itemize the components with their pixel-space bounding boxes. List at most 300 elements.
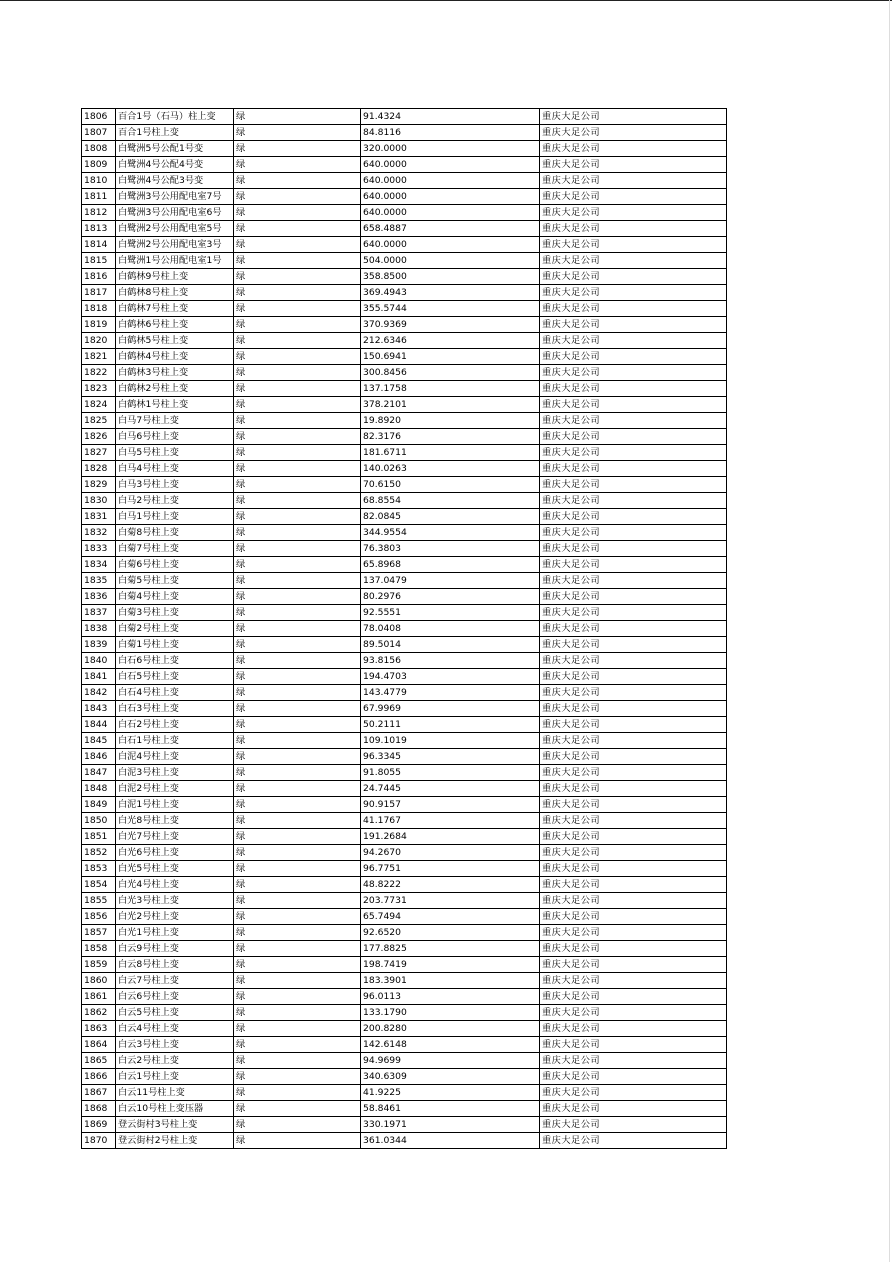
company-cell: 重庆大足公司 [540, 1005, 727, 1021]
row-number-cell: 1826 [82, 429, 116, 445]
status-color-cell: 绿 [234, 925, 361, 941]
value-cell: 320.0000 [361, 141, 540, 157]
status-color-cell: 绿 [234, 253, 361, 269]
company-cell: 重庆大足公司 [540, 413, 727, 429]
table-row [82, 701, 727, 717]
table-row [82, 1085, 727, 1101]
value-cell: 640.0000 [361, 205, 540, 221]
transformer-name-cell: 白石3号柱上变 [116, 701, 234, 717]
value-cell: 94.9699 [361, 1053, 540, 1069]
row-number-cell: 1817 [82, 285, 116, 301]
transformer-name-cell: 白光4号柱上变 [116, 877, 234, 893]
row-number-cell: 1859 [82, 957, 116, 973]
transformer-name-cell: 白马7号柱上变 [116, 413, 234, 429]
value-cell: 191.2684 [361, 829, 540, 845]
row-number-cell: 1854 [82, 877, 116, 893]
company-cell: 重庆大足公司 [540, 1133, 727, 1149]
value-cell: 78.0408 [361, 621, 540, 637]
company-cell: 重庆大足公司 [540, 845, 727, 861]
company-cell: 重庆大足公司 [540, 941, 727, 957]
transformer-name-cell: 白云11号柱上变 [116, 1085, 234, 1101]
value-cell: 92.6520 [361, 925, 540, 941]
value-cell: 143.4779 [361, 685, 540, 701]
value-cell: 76.3803 [361, 541, 540, 557]
transformer-name-cell: 白泥3号柱上变 [116, 765, 234, 781]
company-cell: 重庆大足公司 [540, 989, 727, 1005]
transformer-name-cell: 白云9号柱上变 [116, 941, 234, 957]
table-row [82, 813, 727, 829]
transformer-name-cell: 白菊4号柱上变 [116, 589, 234, 605]
row-number-cell: 1823 [82, 381, 116, 397]
row-number-cell: 1838 [82, 621, 116, 637]
row-number-cell: 1833 [82, 541, 116, 557]
table-row [82, 877, 727, 893]
value-cell: 96.7751 [361, 861, 540, 877]
status-color-cell: 绿 [234, 957, 361, 973]
row-number-cell: 1839 [82, 637, 116, 653]
row-number-cell: 1821 [82, 349, 116, 365]
table-row [82, 317, 727, 333]
table-row [82, 333, 727, 349]
company-cell: 重庆大足公司 [540, 797, 727, 813]
row-number-cell: 1808 [82, 141, 116, 157]
status-color-cell: 绿 [234, 445, 361, 461]
row-number-cell: 1830 [82, 493, 116, 509]
transformer-name-cell: 白马2号柱上变 [116, 493, 234, 509]
transformer-name-cell: 白云4号柱上变 [116, 1021, 234, 1037]
value-cell: 340.6309 [361, 1069, 540, 1085]
value-cell: 82.0845 [361, 509, 540, 525]
row-number-cell: 1834 [82, 557, 116, 573]
value-cell: 177.8825 [361, 941, 540, 957]
value-cell: 89.5014 [361, 637, 540, 653]
row-number-cell: 1832 [82, 525, 116, 541]
value-cell: 640.0000 [361, 237, 540, 253]
value-cell: 378.2101 [361, 397, 540, 413]
value-cell: 140.0263 [361, 461, 540, 477]
status-color-cell: 绿 [234, 269, 361, 285]
transformer-name-cell: 白鹤林2号柱上变 [116, 381, 234, 397]
transformer-name-cell: 白石5号柱上变 [116, 669, 234, 685]
status-color-cell: 绿 [234, 637, 361, 653]
transformer-name-cell: 白马1号柱上变 [116, 509, 234, 525]
row-number-cell: 1831 [82, 509, 116, 525]
table-row [82, 173, 727, 189]
status-color-cell: 绿 [234, 781, 361, 797]
table-row [82, 573, 727, 589]
table-row [82, 205, 727, 221]
company-cell: 重庆大足公司 [540, 669, 727, 685]
table-row [82, 989, 727, 1005]
transformer-name-cell: 白石6号柱上变 [116, 653, 234, 669]
row-number-cell: 1815 [82, 253, 116, 269]
company-cell: 重庆大足公司 [540, 317, 727, 333]
company-cell: 重庆大足公司 [540, 1069, 727, 1085]
table-row [82, 461, 727, 477]
company-cell: 重庆大足公司 [540, 269, 727, 285]
company-cell: 重庆大足公司 [540, 397, 727, 413]
transformer-name-cell: 白光5号柱上变 [116, 861, 234, 877]
table-row [82, 781, 727, 797]
company-cell: 重庆大足公司 [540, 301, 727, 317]
value-cell: 355.5744 [361, 301, 540, 317]
value-cell: 198.7419 [361, 957, 540, 973]
status-color-cell: 绿 [234, 1037, 361, 1053]
value-cell: 200.8280 [361, 1021, 540, 1037]
transformer-name-cell: 白云8号柱上变 [116, 957, 234, 973]
status-color-cell: 绿 [234, 157, 361, 173]
value-cell: 41.1767 [361, 813, 540, 829]
row-number-cell: 1816 [82, 269, 116, 285]
status-color-cell: 绿 [234, 845, 361, 861]
status-color-cell: 绿 [234, 621, 361, 637]
table-row [82, 237, 727, 253]
status-color-cell: 绿 [234, 349, 361, 365]
company-cell: 重庆大足公司 [540, 829, 727, 845]
transformer-name-cell: 白菊2号柱上变 [116, 621, 234, 637]
value-cell: 91.8055 [361, 765, 540, 781]
status-color-cell: 绿 [234, 733, 361, 749]
value-cell: 369.4943 [361, 285, 540, 301]
status-color-cell: 绿 [234, 461, 361, 477]
company-cell: 重庆大足公司 [540, 925, 727, 941]
transformer-name-cell: 白泥4号柱上变 [116, 749, 234, 765]
company-cell: 重庆大足公司 [540, 1101, 727, 1117]
status-color-cell: 绿 [234, 141, 361, 157]
company-cell: 重庆大足公司 [540, 861, 727, 877]
value-cell: 150.6941 [361, 349, 540, 365]
company-cell: 重庆大足公司 [540, 525, 727, 541]
table-row [82, 141, 727, 157]
transformer-name-cell: 白鹭洲2号公用配电室3号 [116, 237, 234, 253]
transformer-name-cell: 白泥1号柱上变 [116, 797, 234, 813]
status-color-cell: 绿 [234, 893, 361, 909]
table-row [82, 269, 727, 285]
row-number-cell: 1858 [82, 941, 116, 957]
row-number-cell: 1811 [82, 189, 116, 205]
row-number-cell: 1841 [82, 669, 116, 685]
transformer-name-cell: 白石2号柱上变 [116, 717, 234, 733]
status-color-cell: 绿 [234, 125, 361, 141]
status-color-cell: 绿 [234, 221, 361, 237]
transformer-name-cell: 白马5号柱上变 [116, 445, 234, 461]
table-row [82, 109, 727, 125]
transformer-name-cell: 白鹭洲4号公配3号变 [116, 173, 234, 189]
status-color-cell: 绿 [234, 1101, 361, 1117]
row-number-cell: 1810 [82, 173, 116, 189]
table-row [82, 1133, 727, 1149]
row-number-cell: 1850 [82, 813, 116, 829]
status-color-cell: 绿 [234, 589, 361, 605]
status-color-cell: 绿 [234, 189, 361, 205]
status-color-cell: 绿 [234, 797, 361, 813]
company-cell: 重庆大足公司 [540, 253, 727, 269]
company-cell: 重庆大足公司 [540, 1021, 727, 1037]
company-cell: 重庆大足公司 [540, 109, 727, 125]
status-color-cell: 绿 [234, 477, 361, 493]
company-cell: 重庆大足公司 [540, 477, 727, 493]
table-row [82, 253, 727, 269]
transformer-name-cell: 白马6号柱上变 [116, 429, 234, 445]
table-row [82, 493, 727, 509]
row-number-cell: 1870 [82, 1133, 116, 1149]
value-cell: 58.8461 [361, 1101, 540, 1117]
table-row [82, 125, 727, 141]
status-color-cell: 绿 [234, 237, 361, 253]
company-cell: 重庆大足公司 [540, 589, 727, 605]
row-number-cell: 1846 [82, 749, 116, 765]
row-number-cell: 1857 [82, 925, 116, 941]
company-cell: 重庆大足公司 [540, 237, 727, 253]
table-row [82, 765, 727, 781]
status-color-cell: 绿 [234, 557, 361, 573]
transformer-name-cell: 白鹭洲4号公配4号变 [116, 157, 234, 173]
table-row [82, 525, 727, 541]
table-row [82, 301, 727, 317]
transformer-name-cell: 白鹭洲5号公配1号变 [116, 141, 234, 157]
row-number-cell: 1847 [82, 765, 116, 781]
value-cell: 19.8920 [361, 413, 540, 429]
row-number-cell: 1863 [82, 1021, 116, 1037]
transformer-name-cell: 白马4号柱上变 [116, 461, 234, 477]
value-cell: 94.2670 [361, 845, 540, 861]
status-color-cell: 绿 [234, 301, 361, 317]
status-color-cell: 绿 [234, 317, 361, 333]
company-cell: 重庆大足公司 [540, 381, 727, 397]
status-color-cell: 绿 [234, 205, 361, 221]
table-row [82, 941, 727, 957]
company-cell: 重庆大足公司 [540, 445, 727, 461]
transformer-name-cell: 登云街村3号柱上变 [116, 1117, 234, 1133]
status-color-cell: 绿 [234, 397, 361, 413]
company-cell: 重庆大足公司 [540, 973, 727, 989]
status-color-cell: 绿 [234, 685, 361, 701]
company-cell: 重庆大足公司 [540, 157, 727, 173]
value-cell: 41.9225 [361, 1085, 540, 1101]
row-number-cell: 1840 [82, 653, 116, 669]
value-cell: 96.0113 [361, 989, 540, 1005]
transformer-name-cell: 白鹤林6号柱上变 [116, 317, 234, 333]
transformer-name-cell: 白菊1号柱上变 [116, 637, 234, 653]
table-row [82, 221, 727, 237]
status-color-cell: 绿 [234, 173, 361, 189]
table-row [82, 157, 727, 173]
value-cell: 80.2976 [361, 589, 540, 605]
status-color-cell: 绿 [234, 365, 361, 381]
table-row [82, 653, 727, 669]
transformer-name-cell: 白云10号柱上变压器 [116, 1101, 234, 1117]
value-cell: 137.0479 [361, 573, 540, 589]
row-number-cell: 1862 [82, 1005, 116, 1021]
row-number-cell: 1844 [82, 717, 116, 733]
table-row [82, 365, 727, 381]
transformer-name-cell: 白菊5号柱上变 [116, 573, 234, 589]
status-color-cell: 绿 [234, 509, 361, 525]
company-cell: 重庆大足公司 [540, 1085, 727, 1101]
row-number-cell: 1866 [82, 1069, 116, 1085]
row-number-cell: 1818 [82, 301, 116, 317]
company-cell: 重庆大足公司 [540, 605, 727, 621]
row-number-cell: 1822 [82, 365, 116, 381]
status-color-cell: 绿 [234, 701, 361, 717]
transformer-name-cell: 白光1号柱上变 [116, 925, 234, 941]
table-row [82, 1053, 727, 1069]
company-cell: 重庆大足公司 [540, 957, 727, 973]
value-cell: 344.9554 [361, 525, 540, 541]
table-row [82, 925, 727, 941]
company-cell: 重庆大足公司 [540, 813, 727, 829]
company-cell: 重庆大足公司 [540, 509, 727, 525]
table-row [82, 797, 727, 813]
row-number-cell: 1845 [82, 733, 116, 749]
table-row [82, 509, 727, 525]
transformer-name-cell: 白鹤林7号柱上变 [116, 301, 234, 317]
company-cell: 重庆大足公司 [540, 333, 727, 349]
row-number-cell: 1843 [82, 701, 116, 717]
table-row [82, 829, 727, 845]
transformer-name-cell: 百合1号（石马）柱上变 [116, 109, 234, 125]
value-cell: 84.8116 [361, 125, 540, 141]
value-cell: 109.1019 [361, 733, 540, 749]
company-cell: 重庆大足公司 [540, 221, 727, 237]
row-number-cell: 1824 [82, 397, 116, 413]
status-color-cell: 绿 [234, 429, 361, 445]
company-cell: 重庆大足公司 [540, 653, 727, 669]
table-row [82, 605, 727, 621]
table-row [82, 477, 727, 493]
transformer-name-cell: 白马3号柱上变 [116, 477, 234, 493]
table-body [82, 109, 727, 1149]
company-cell: 重庆大足公司 [540, 205, 727, 221]
company-cell: 重庆大足公司 [540, 285, 727, 301]
company-cell: 重庆大足公司 [540, 1117, 727, 1133]
status-color-cell: 绿 [234, 765, 361, 781]
table-row [82, 733, 727, 749]
status-color-cell: 绿 [234, 941, 361, 957]
row-number-cell: 1868 [82, 1101, 116, 1117]
transformer-name-cell: 白光3号柱上变 [116, 893, 234, 909]
company-cell: 重庆大足公司 [540, 733, 727, 749]
row-number-cell: 1814 [82, 237, 116, 253]
status-color-cell: 绿 [234, 813, 361, 829]
table-row [82, 669, 727, 685]
value-cell: 370.9369 [361, 317, 540, 333]
row-number-cell: 1853 [82, 861, 116, 877]
company-cell: 重庆大足公司 [540, 1037, 727, 1053]
value-cell: 137.1758 [361, 381, 540, 397]
value-cell: 504.0000 [361, 253, 540, 269]
transformer-name-cell: 白鹤林1号柱上变 [116, 397, 234, 413]
company-cell: 重庆大足公司 [540, 893, 727, 909]
company-cell: 重庆大足公司 [540, 493, 727, 509]
company-cell: 重庆大足公司 [540, 637, 727, 653]
company-cell: 重庆大足公司 [540, 141, 727, 157]
row-number-cell: 1852 [82, 845, 116, 861]
company-cell: 重庆大足公司 [540, 429, 727, 445]
value-cell: 48.8222 [361, 877, 540, 893]
value-cell: 181.6711 [361, 445, 540, 461]
status-color-cell: 绿 [234, 493, 361, 509]
status-color-cell: 绿 [234, 525, 361, 541]
transformer-name-cell: 白菊6号柱上变 [116, 557, 234, 573]
status-color-cell: 绿 [234, 1053, 361, 1069]
company-cell: 重庆大足公司 [540, 573, 727, 589]
table-row [82, 685, 727, 701]
table-row [82, 445, 727, 461]
company-cell: 重庆大足公司 [540, 877, 727, 893]
status-color-cell: 绿 [234, 909, 361, 925]
table-row [82, 621, 727, 637]
value-cell: 640.0000 [361, 173, 540, 189]
value-cell: 640.0000 [361, 189, 540, 205]
status-color-cell: 绿 [234, 109, 361, 125]
transformer-name-cell: 白云1号柱上变 [116, 1069, 234, 1085]
value-cell: 24.7445 [361, 781, 540, 797]
row-number-cell: 1819 [82, 317, 116, 333]
transformer-name-cell: 白鹭洲3号公用配电室6号 [116, 205, 234, 221]
value-cell: 93.8156 [361, 653, 540, 669]
table-row [82, 861, 727, 877]
transformer-name-cell: 白云2号柱上变 [116, 1053, 234, 1069]
status-color-cell: 绿 [234, 829, 361, 845]
company-cell: 重庆大足公司 [540, 365, 727, 381]
row-number-cell: 1867 [82, 1085, 116, 1101]
transformer-name-cell: 白菊7号柱上变 [116, 541, 234, 557]
value-cell: 96.3345 [361, 749, 540, 765]
transformer-name-cell: 白鹭洲1号公用配电室1号 [116, 253, 234, 269]
transformer-name-cell: 白菊3号柱上变 [116, 605, 234, 621]
company-cell: 重庆大足公司 [540, 1053, 727, 1069]
table-row [82, 893, 727, 909]
company-cell: 重庆大足公司 [540, 557, 727, 573]
table-row [82, 1117, 727, 1133]
transformer-name-cell: 白光2号柱上变 [116, 909, 234, 925]
transformer-name-cell: 登云街村2号柱上变 [116, 1133, 234, 1149]
company-cell: 重庆大足公司 [540, 765, 727, 781]
row-number-cell: 1848 [82, 781, 116, 797]
transformer-name-cell: 白云5号柱上变 [116, 1005, 234, 1021]
value-cell: 361.0344 [361, 1133, 540, 1149]
value-cell: 142.6148 [361, 1037, 540, 1053]
value-cell: 65.8968 [361, 557, 540, 573]
transformer-name-cell: 白云6号柱上变 [116, 989, 234, 1005]
transformer-name-cell: 白泥2号柱上变 [116, 781, 234, 797]
value-cell: 90.9157 [361, 797, 540, 813]
table-row [82, 285, 727, 301]
company-cell: 重庆大足公司 [540, 621, 727, 637]
row-number-cell: 1856 [82, 909, 116, 925]
transformer-name-cell: 白光8号柱上变 [116, 813, 234, 829]
company-cell: 重庆大足公司 [540, 189, 727, 205]
company-cell: 重庆大足公司 [540, 781, 727, 797]
table-row [82, 717, 727, 733]
status-color-cell: 绿 [234, 381, 361, 397]
transformer-name-cell: 百合1号柱上变 [116, 125, 234, 141]
value-cell: 70.6150 [361, 477, 540, 493]
transformer-name-cell: 白鹤林4号柱上变 [116, 349, 234, 365]
value-cell: 330.1971 [361, 1117, 540, 1133]
value-cell: 92.5551 [361, 605, 540, 621]
table-row [82, 845, 727, 861]
table-row [82, 413, 727, 429]
value-cell: 82.3176 [361, 429, 540, 445]
company-cell: 重庆大足公司 [540, 749, 727, 765]
transformer-name-cell: 白石1号柱上变 [116, 733, 234, 749]
status-color-cell: 绿 [234, 1069, 361, 1085]
table-row [82, 957, 727, 973]
value-cell: 194.4703 [361, 669, 540, 685]
row-number-cell: 1861 [82, 989, 116, 1005]
